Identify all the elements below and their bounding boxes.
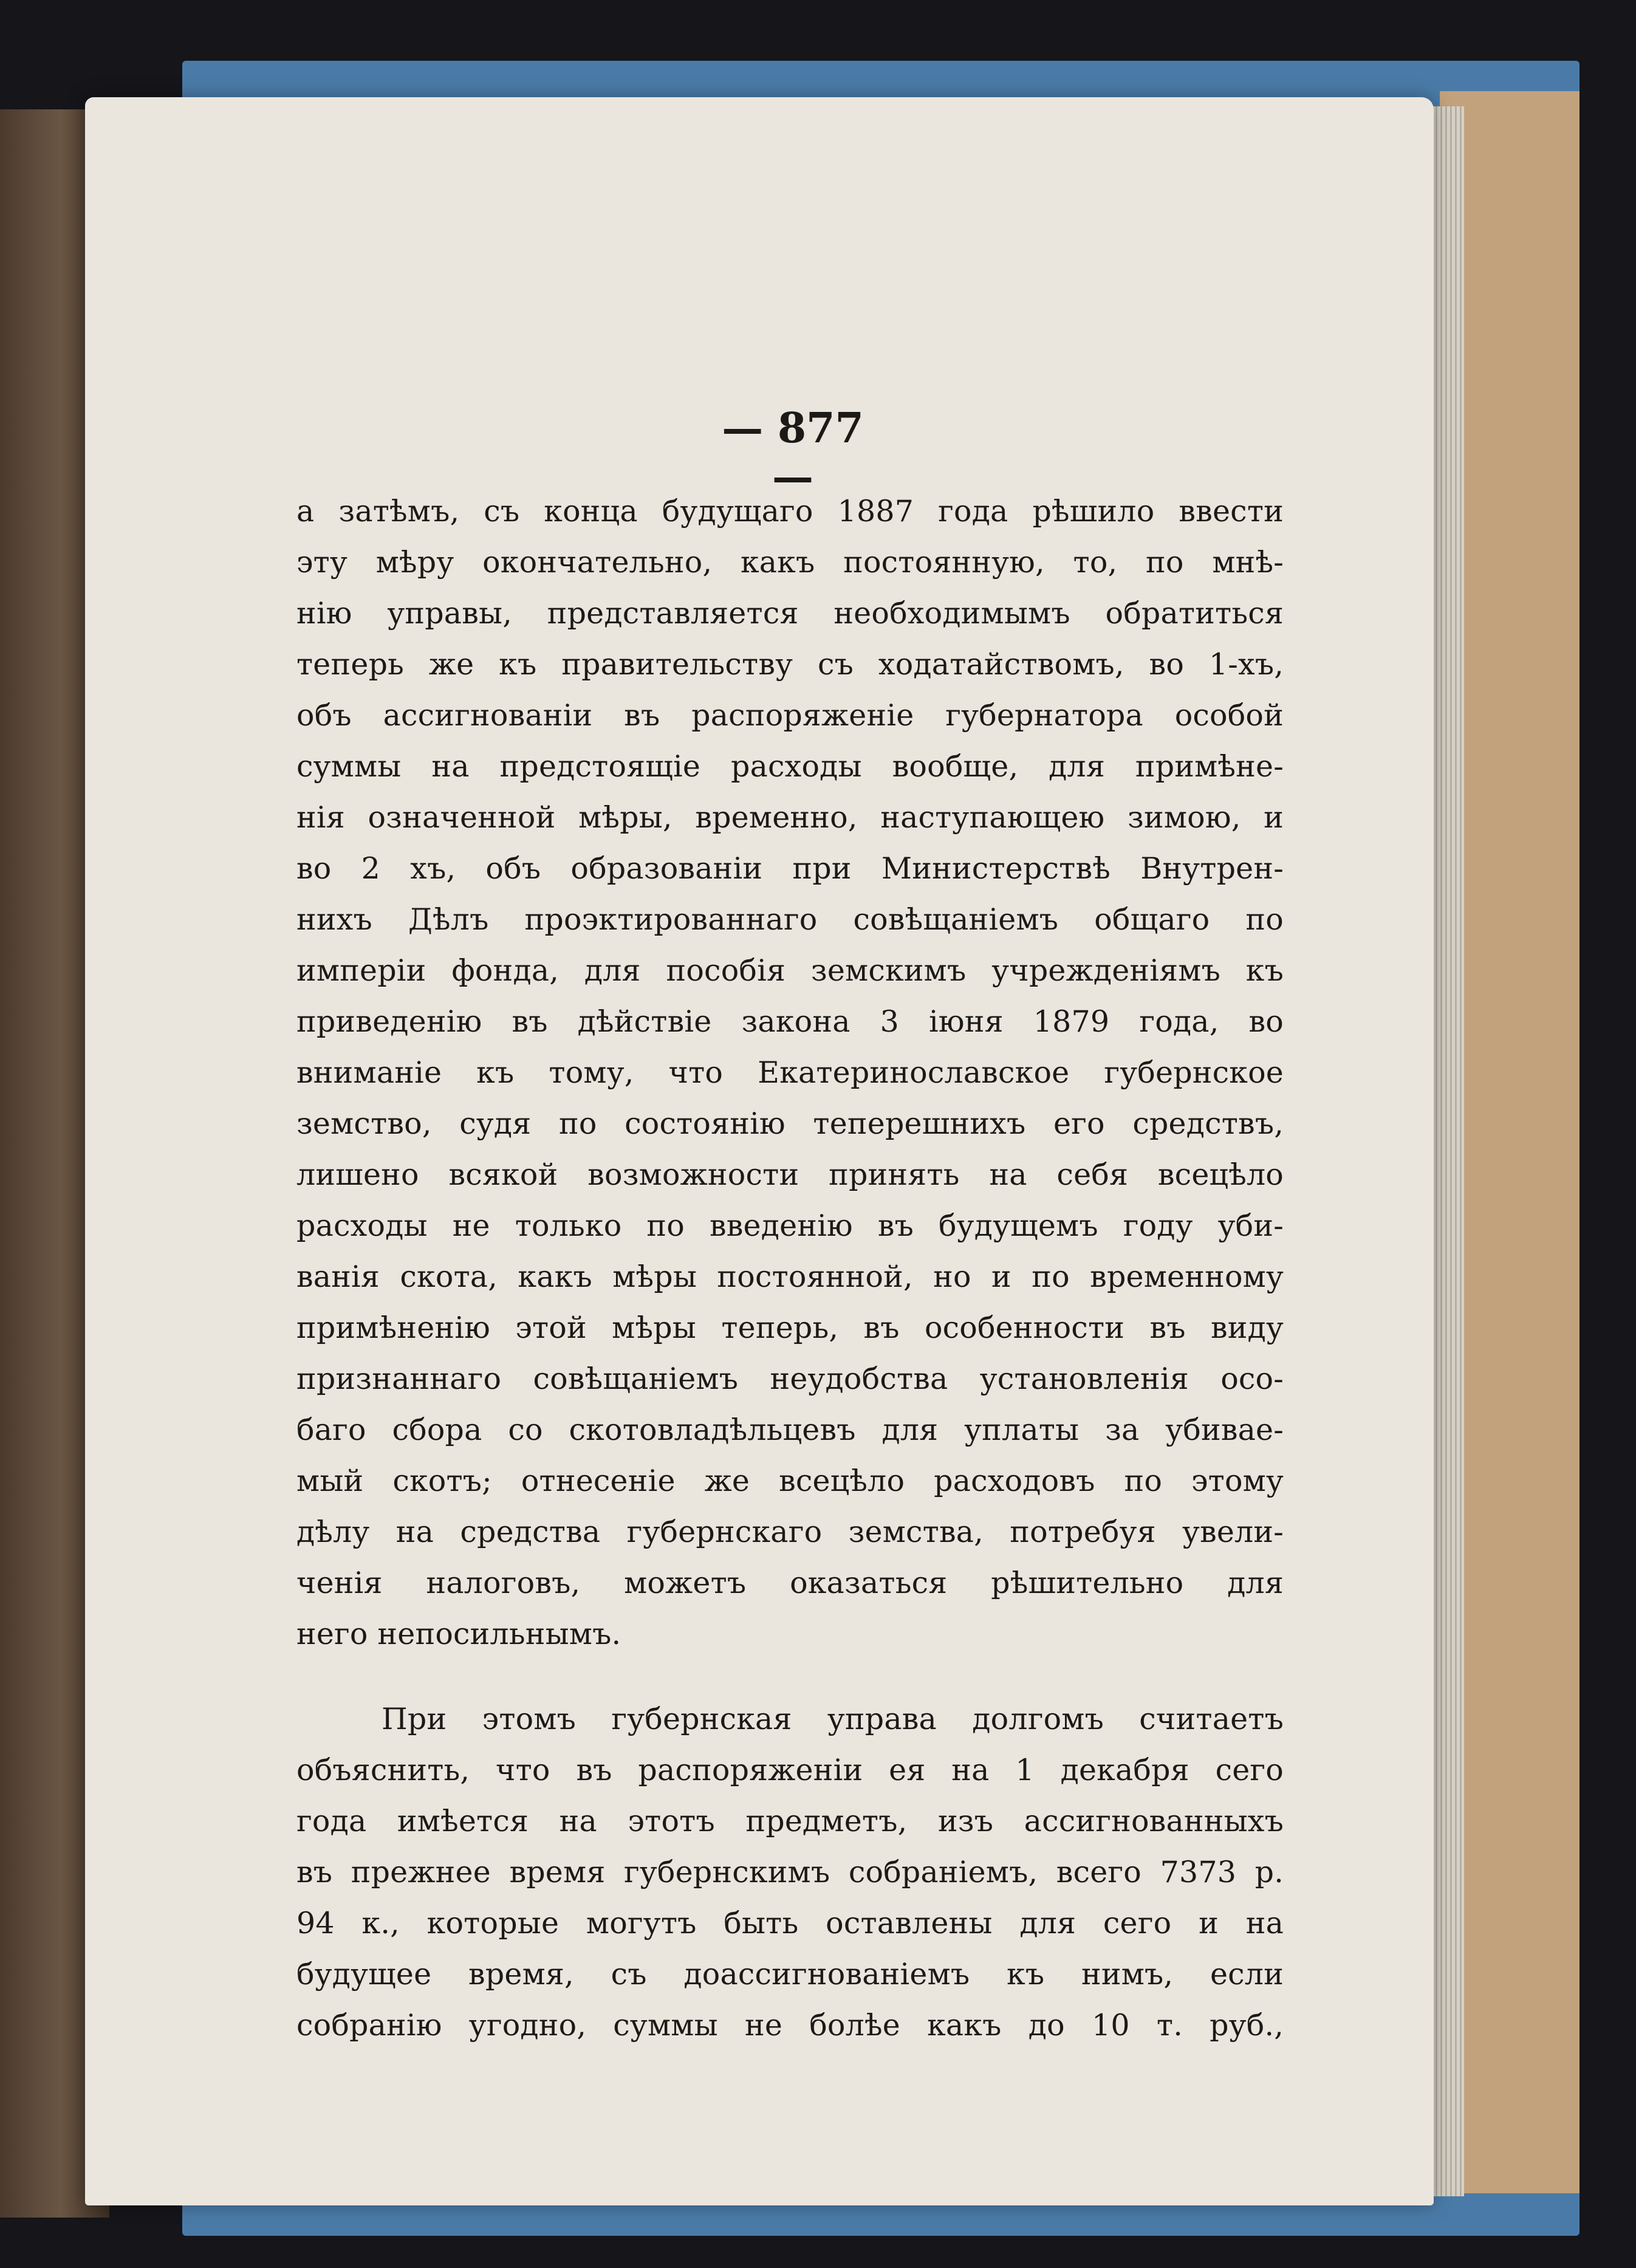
text-line: При этомъ губернская управа долгомъ считаетъ (382, 1702, 1284, 1736)
text-line: ченія налоговъ, можетъ оказаться рѣшительно для (296, 1566, 1284, 1600)
text-line: эту мѣру окончательно, какъ постоянную, то, по мнѣ- (296, 545, 1284, 580)
text-line: объ ассигнованіи въ распоряженіе губернатора особой (296, 698, 1284, 733)
text-line: имперіи фонда, для пособія земскимъ учрежденіямъ къ (296, 953, 1284, 988)
page-body (296, 486, 1284, 2051)
paragraph-1 (296, 486, 1284, 1660)
text-line: дѣлу на средства губернскаго земства, потребуя увели- (296, 1515, 1284, 1549)
text-line: вниманіе къ тому, что Екатеринославское губернское (296, 1055, 1284, 1090)
book-page (85, 97, 1434, 2205)
text-line: будущее время, съ доассигнованіемъ къ нимъ, если (296, 1957, 1284, 1992)
paragraph-2 (296, 1694, 1284, 2051)
paragraph-gap (296, 1660, 1284, 1694)
text-line: нію управы, представляется необходимымъ обратиться (296, 596, 1284, 631)
text-line: земство, судя по состоянію теперешнихъ его средствъ, (296, 1106, 1284, 1141)
text-line: баго сбора со скотовладѣльцевъ для уплаты за убивае- (296, 1413, 1284, 1447)
text-line: нія означенной мѣры, временно, наступающею зимою, и (296, 800, 1284, 835)
text-line: теперь же къ правительству съ ходатайствомъ, во 1-хъ, (296, 647, 1284, 682)
text-line: лишено всякой возможности принять на себя всецѣло (296, 1157, 1284, 1192)
text-line: нихъ Дѣлъ проэктированнаго совѣщаніемъ общаго по (296, 902, 1284, 937)
text-line: объяснить, что въ распоряженіи ея на 1 декабря сего (296, 1753, 1284, 1787)
text-line: признаннаго совѣщаніемъ неудобства установленія осо- (296, 1362, 1284, 1396)
text-line: во 2 хъ, объ образованіи при Министерствѣ Внутрен- (296, 851, 1284, 886)
text-line: суммы на предстоящіе расходы вообще, для примѣне- (296, 749, 1284, 784)
page-number: — 877 — (722, 404, 864, 501)
text-line: расходы не только по введенію въ будущемъ году уби- (296, 1208, 1284, 1243)
text-line: приведенію въ дѣйствіе закона 3 іюня 1879 года, во (296, 1004, 1284, 1039)
text-line: собранію угодно, суммы не болѣе какъ до 10 т. руб., (296, 2008, 1284, 2043)
text-line: въ прежнее время губернскимъ собраніемъ, всего 7373 р. (296, 1855, 1284, 1889)
text-line: мый скотъ; отнесеніе же всецѣло расходовъ по этому (296, 1464, 1284, 1498)
text-line: года имѣется на этотъ предметъ, изъ ассигнованныхъ (296, 1804, 1284, 1838)
text-line: примѣненію этой мѣры теперь, въ особенности въ виду (296, 1310, 1284, 1345)
text-line: ванія скота, какъ мѣры постоянной, но и по временному (296, 1259, 1284, 1294)
text-line: него непосильнымъ. (296, 1617, 621, 1651)
text-line: 94 к., которые могутъ быть оставлены для сего и на (296, 1906, 1284, 1941)
text-line: а затѣмъ, съ конца будущаго 1887 года рѣшило ввести (296, 494, 1284, 529)
